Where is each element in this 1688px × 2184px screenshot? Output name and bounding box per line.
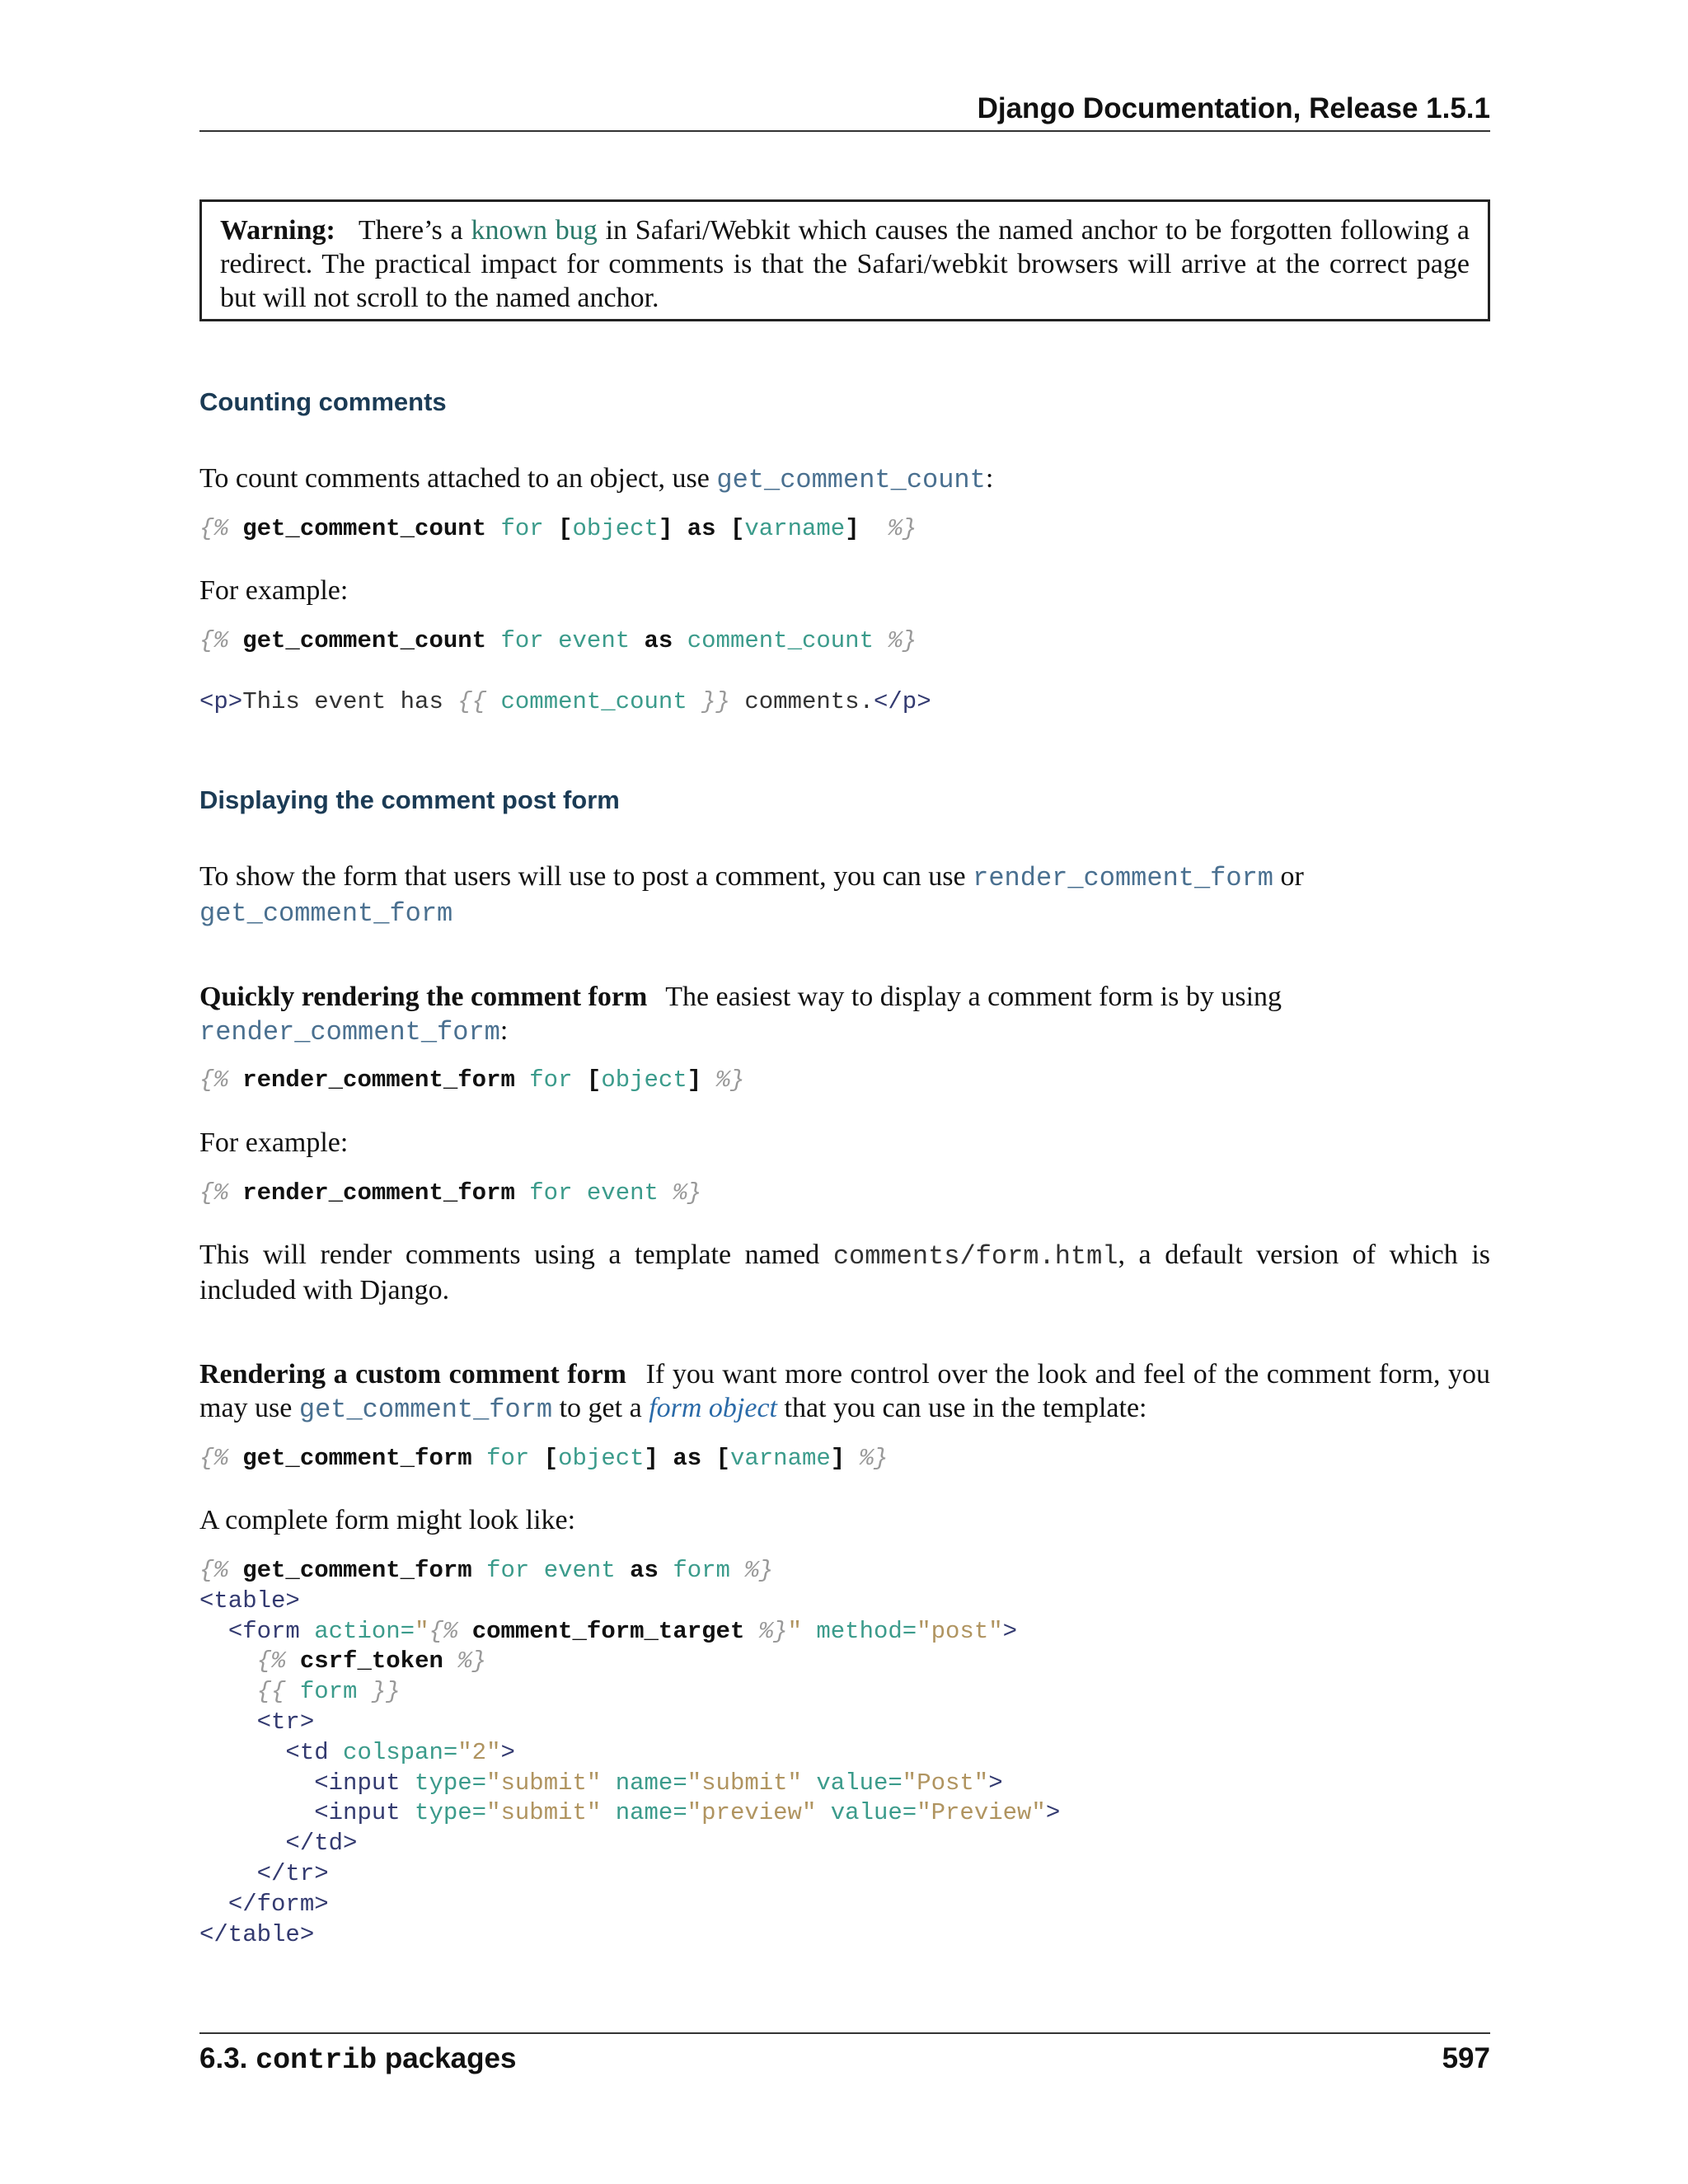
- complete-form-label: A complete form might look like:: [199, 1505, 576, 1535]
- footer-rule: [199, 2032, 1490, 2034]
- heading-counting-comments: Counting comments: [199, 387, 447, 416]
- counting-intro-text: To count comments attached to an object, use: [199, 463, 710, 494]
- custom-form-lead: Rendering a custom comment form: [199, 1359, 626, 1390]
- page-number: 597: [1442, 2042, 1490, 2074]
- quick-rendering-para: Quickly rendering the comment form The easiest way to display a comment form is by using render_comment_form:: [199, 982, 1282, 1047]
- form-object-link[interactable]: form object: [649, 1393, 777, 1423]
- warning-box: [199, 199, 1490, 321]
- running-header: Django Documentation, Release 1.5.1: [977, 92, 1490, 124]
- code-render-example: {% render_comment_form for event %}: [199, 1179, 702, 1207]
- code-complete-form: {% get_comment_form for event as form %} <table> <form action="{% comment_form_target %}" method="post"> {% csrf_token %} {{ form }} <tr> <td colspan="2"> <input type="submit" name="submit" value="Post"> <input type="submit" name="preview" value="Preview"> </td> </tr> </form> </table>: [199, 1557, 1061, 1948]
- custom-form-para: Rendering a custom comment form If you want more control over the look and feel of the comment form, you may use get_comment_form to get a form object that you can use in the template:: [199, 1359, 1491, 1425]
- warning-label: Warning:: [220, 215, 335, 246]
- counting-intro: [199, 462, 1490, 497]
- render-comment-form-link[interactable]: render_comment_form: [973, 863, 1273, 893]
- heading-displaying-form: Displaying the comment post form: [199, 785, 620, 814]
- code-render-syntax: {% render_comment_form for [object] %}: [199, 1066, 745, 1094]
- displaying-intro: To show the form that users will use to post a comment, you can use render_comment_form or get_comment_form: [199, 861, 1304, 929]
- warning-text-before: There’s a: [358, 215, 463, 246]
- quick-rendering-lead: Quickly rendering the comment form: [199, 982, 648, 1012]
- footer-section-title: 6.3. contrib packages: [199, 2042, 517, 2077]
- get-comment-count-link[interactable]: get_comment_count: [716, 465, 986, 495]
- render-template-para: This will render comments using a template named comments/form.html, a default version of which is included with Django.: [199, 1240, 1491, 1305]
- code-count-syntax: {% get_comment_count for [object] as [varname] %}: [199, 515, 917, 542]
- header-rule: [199, 130, 1490, 132]
- code-count-example: {% get_comment_count for event as comment_count %} <p>This event has {{ comment_count }} comments.</p>: [199, 627, 931, 715]
- get-comment-form-link[interactable]: get_comment_form: [199, 898, 453, 929]
- counting-example-label: For example:: [199, 575, 349, 606]
- get-comment-form-link-2[interactable]: get_comment_form: [298, 1394, 553, 1425]
- render-comment-form-link-2[interactable]: render_comment_form: [199, 1017, 500, 1047]
- code-get-form-syntax: {% get_comment_form for [object] as [varname] %}: [199, 1445, 889, 1472]
- document-page: [199, 0, 1490, 2184]
- known-bug-link[interactable]: known bug: [471, 215, 598, 246]
- warning-text-after: in Safari/Webkit which causes the named anchor to be forgotten following a redirect. The practical impact for comments is that the Safari/webkit browsers will arrive at the correct page but will not scroll to the named anchor.: [220, 215, 1470, 313]
- template-path-code: comments/form.html: [832, 1241, 1118, 1272]
- counting-intro-end: :: [985, 463, 994, 494]
- quick-example-label: For example:: [199, 1127, 349, 1158]
